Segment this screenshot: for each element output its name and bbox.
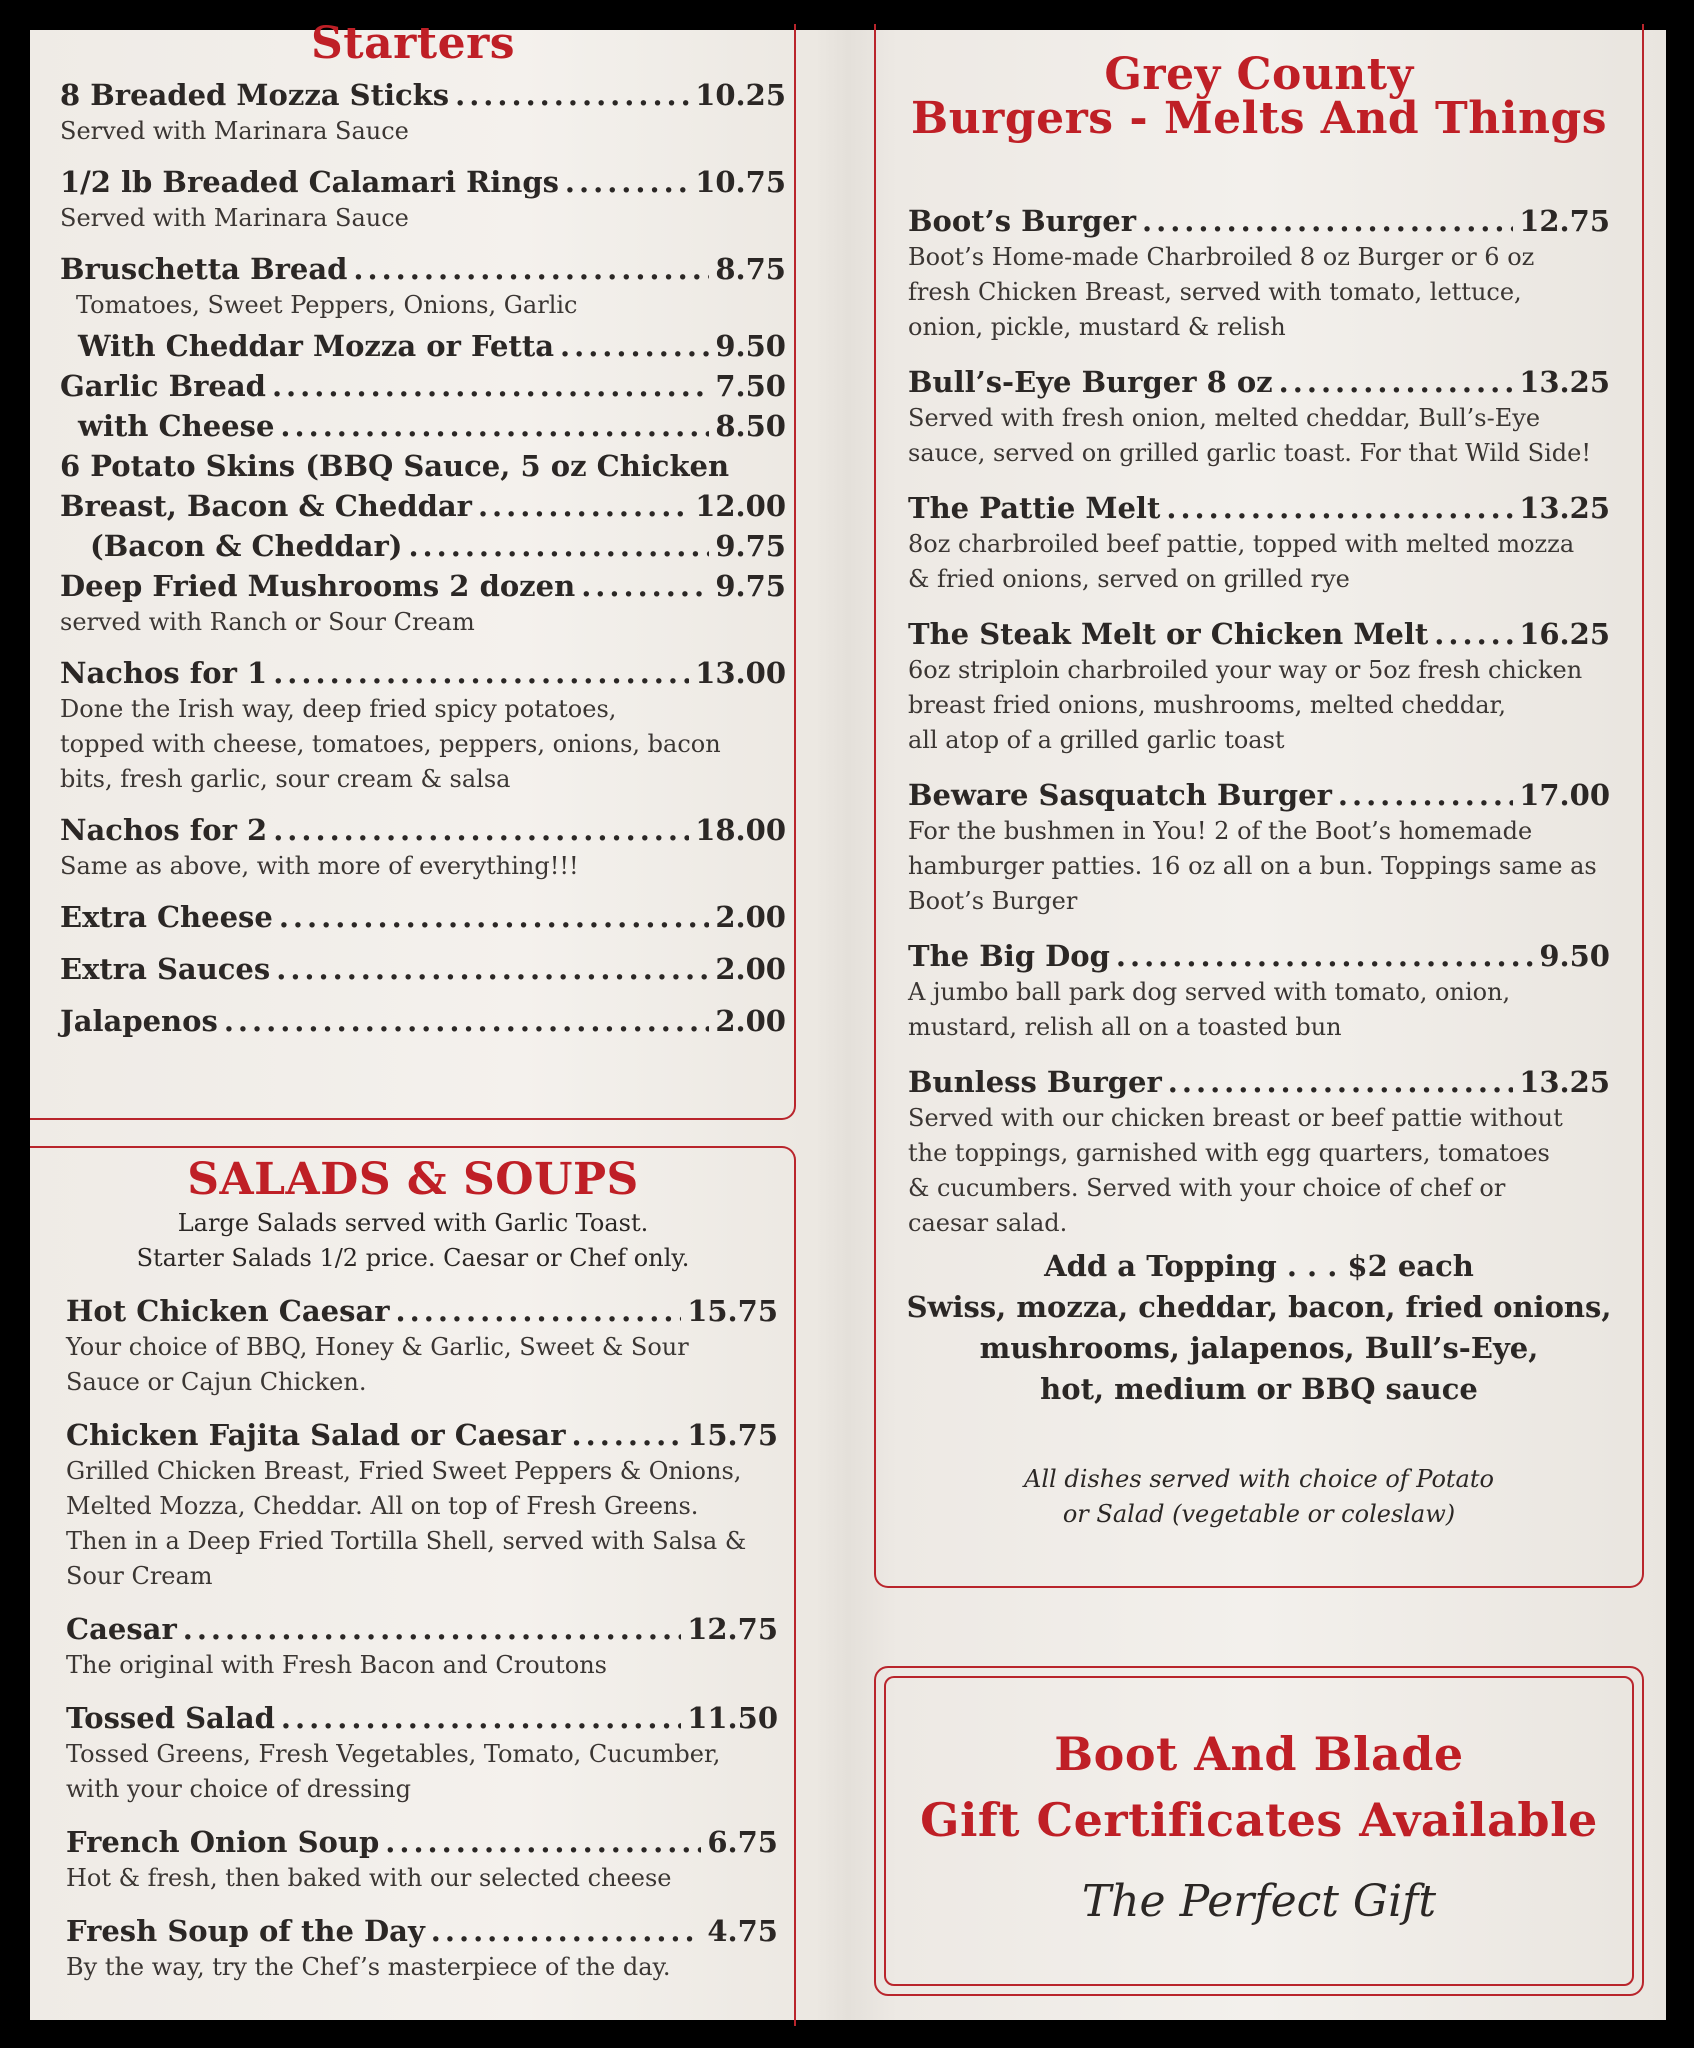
- menu-item-leader-dots: [1338, 776, 1513, 814]
- menu-item-description: sauce, served on grilled garlic toast. For that Wild Side!: [908, 439, 1592, 467]
- menu-item-price: 9.50: [715, 329, 786, 363]
- menu-item-description: Tossed Greens, Fresh Vegetables, Tomato, Cucumber,: [66, 1740, 721, 1768]
- menu-item-row: [60, 163, 786, 201]
- menu-item: [78, 407, 786, 445]
- menu-item-price: 10.75: [695, 165, 786, 199]
- menu-item-name: Fresh Soup of the Day: [66, 1914, 425, 1948]
- menu-item-leader-dots: [273, 811, 689, 849]
- menu-item-row: [60, 567, 786, 605]
- topping-line-1: Swiss, mozza, cheddar, bacon, fried onions,: [906, 1290, 1612, 1324]
- salads-intro-2: Starter Salads 1/2 price. Caesar or Chef only.: [136, 1244, 690, 1272]
- menu-item-description: Melted Mozza, Cheddar. All on top of Fresh Greens.: [66, 1492, 699, 1520]
- menu-item-price: 2.00: [715, 1004, 786, 1038]
- menu-item-leader-dots: [385, 1823, 701, 1861]
- menu-item-description: The original with Fresh Bacon and Croutons: [66, 1651, 607, 1679]
- menu-item: [908, 937, 1610, 1045]
- menu-item-price: 8.75: [715, 252, 786, 286]
- menu-item-price: 2.00: [715, 952, 786, 986]
- menu-item: [60, 567, 786, 640]
- menu-item: [60, 811, 786, 884]
- menu-item-price: 9.75: [715, 529, 786, 563]
- menu-item-row: [78, 407, 786, 445]
- menu-item-price: 12.75: [1519, 204, 1610, 238]
- menu-item-row: [60, 447, 786, 485]
- menu-sheet: [30, 18, 1666, 2020]
- menu-item-name: The Pattie Melt: [908, 491, 1161, 525]
- menu-item-leader-dots: [455, 76, 689, 114]
- menu-item-description: the toppings, garnished with egg quarters, tomatoes: [908, 1139, 1550, 1167]
- menu-item: [90, 527, 786, 565]
- menu-item-row: [60, 950, 786, 988]
- menu-item: [66, 1292, 778, 1400]
- burgers-title-line1: Grey County: [1104, 49, 1414, 100]
- menu-item: [60, 654, 786, 797]
- menu-item-description: with your choice of dressing: [66, 1775, 411, 1803]
- menu-item: [908, 202, 1610, 345]
- salads-title: SALADS & SOUPS: [187, 1154, 639, 1205]
- menu-item-leader-dots: [279, 898, 710, 936]
- menu-item-description: caesar salad.: [908, 1209, 1068, 1237]
- menu-item-row: [66, 1823, 778, 1861]
- menu-item-leader-dots: [1279, 363, 1514, 401]
- menu-item: [60, 250, 786, 323]
- menu-item-row: [60, 367, 786, 405]
- menu-item-leader-dots: [281, 1699, 681, 1737]
- gift-line-1: Boot And Blade: [1054, 1727, 1464, 1781]
- menu-item-description: Done the Irish way, deep fried spicy potatoes,: [60, 695, 617, 723]
- menu-item-name: French Onion Soup: [66, 1825, 380, 1859]
- menu-item-row: [60, 487, 786, 525]
- menu-item-row: [908, 937, 1610, 975]
- menu-item-row: [66, 1699, 778, 1737]
- menu-item: [60, 367, 786, 405]
- menu-item-price: 4.75: [707, 1914, 778, 1948]
- menu-item-leader-dots: [560, 327, 709, 365]
- menu-item-description: Served with Marinara Sauce: [60, 117, 409, 145]
- menu-item: [66, 1699, 778, 1807]
- menu-item-leader-dots: [353, 250, 709, 288]
- menu-item: [908, 1063, 1610, 1241]
- menu-item-leader-dots: [565, 163, 689, 201]
- menu-item-price: 6.75: [707, 1825, 778, 1859]
- menu-item-leader-dots: [273, 654, 689, 692]
- menu-item-description: hamburger patties. 16 oz all on a bun. Toppings same as: [908, 852, 1597, 880]
- menu-item-leader-dots: [431, 1912, 702, 1950]
- menu-item-row: [90, 527, 786, 565]
- menu-item-description: fresh Chicken Breast, served with tomato, lettuce,: [908, 278, 1522, 306]
- menu-item-description: Boot’s Burger: [908, 887, 1078, 915]
- menu-item-name: 1/2 lb Breaded Calamari Rings: [60, 165, 559, 199]
- menu-item-row: [66, 1292, 778, 1330]
- menu-item-leader-dots: [224, 1002, 710, 1040]
- menu-item-row: [908, 615, 1610, 653]
- menu-item-row: [908, 489, 1610, 527]
- menu-item-name: Bunless Burger: [908, 1065, 1162, 1099]
- menu-item-row: [60, 898, 786, 936]
- menu-item: [60, 950, 786, 988]
- menu-item-name: Extra Cheese: [60, 900, 273, 934]
- menu-item-description: Sauce or Cajun Chicken.: [66, 1368, 367, 1396]
- topping-line-3: hot, medium or BBQ sauce: [1040, 1372, 1478, 1406]
- menu-item-name: Extra Sauces: [60, 952, 271, 986]
- menu-item-description: Served with fresh onion, melted cheddar, Bull’s-Eye: [908, 404, 1541, 432]
- menu-item-name: 6 Potato Skins (BBQ Sauce, 5 oz Chicken: [60, 449, 730, 483]
- menu-item: [908, 776, 1610, 919]
- menu-item-description: Tomatoes, Sweet Peppers, Onions, Garlic: [76, 291, 578, 319]
- menu-item-name: with Cheese: [78, 409, 275, 443]
- gift-line-2: Gift Certificates Available: [920, 1793, 1598, 1847]
- menu-item-description: Your choice of BBQ, Honey & Garlic, Sweet & Sour: [66, 1333, 689, 1361]
- menu-item-description: For the bushmen in You! 2 of the Boot’s homemade: [908, 817, 1533, 845]
- menu-item-name: Beware Sasquatch Burger: [908, 778, 1332, 812]
- menu-item-leader-dots: [1168, 1063, 1513, 1101]
- menu-item-leader-dots: [408, 527, 709, 565]
- menu-item-description: Hot & fresh, then baked with our selected cheese: [66, 1864, 672, 1892]
- menu-item-description: By the way, try the Chef’s masterpiece of the day.: [66, 1953, 671, 1981]
- menu-item-price: 15.75: [687, 1294, 778, 1328]
- menu-item-name: Hot Chicken Caesar: [66, 1294, 390, 1328]
- menu-item-price: 9.50: [1539, 939, 1610, 973]
- menu-item-name: Breast, Bacon & Cheddar: [60, 489, 472, 523]
- menu-item-price: 11.50: [687, 1701, 778, 1735]
- footnote-line-2: or Salad (vegetable or coleslaw): [1062, 1500, 1456, 1528]
- menu-item-row: [908, 1063, 1610, 1101]
- menu-item-row: [66, 1610, 778, 1648]
- menu-item: [908, 363, 1610, 471]
- menu-item-price: 8.50: [715, 409, 786, 443]
- menu-item-description: Grilled Chicken Breast, Fried Sweet Peppers & Onions,: [66, 1457, 742, 1485]
- menu-item-price: 13.25: [1519, 1065, 1610, 1099]
- menu-item-name: 8 Breaded Mozza Sticks: [60, 78, 450, 112]
- menu-item-name: Garlic Bread: [60, 369, 266, 403]
- menu-item-description: all atop of a grilled garlic toast: [908, 726, 1285, 754]
- menu-item-description: breast fried onions, mushrooms, melted cheddar,: [908, 691, 1506, 719]
- menu-item-price: 13.00: [695, 656, 786, 690]
- menu-item-name: Bruschetta Bread: [60, 252, 348, 286]
- menu-item-leader-dots: [581, 567, 709, 605]
- menu-item-description: & cucumbers. Served with your choice of chef or: [908, 1174, 1506, 1202]
- menu-item-leader-dots: [272, 367, 709, 405]
- menu-item-price: 7.50: [715, 369, 786, 403]
- topping-line-2: mushrooms, jalapenos, Bull’s-Eye,: [979, 1331, 1539, 1365]
- menu-item: [66, 1416, 778, 1594]
- menu-item-row: [908, 776, 1610, 814]
- menu-item: [60, 487, 786, 525]
- menu-item-description: topped with cheese, tomatoes, peppers, onions, bacon: [60, 730, 721, 758]
- menu-item-description: 8oz charbroiled beef pattie, topped with melted mozza: [908, 530, 1575, 558]
- menu-item-description: bits, fresh garlic, sour cream & salsa: [60, 765, 511, 793]
- menu-item-price: 9.75: [715, 569, 786, 603]
- menu-item-name: Tossed Salad: [66, 1701, 275, 1735]
- menu-item: [908, 615, 1610, 758]
- menu-item: [60, 447, 786, 485]
- gift-tagline: The Perfect Gift: [1081, 1876, 1437, 1927]
- menu-item-row: [60, 250, 786, 288]
- menu-item-price: 12.00: [695, 489, 786, 523]
- menu-item: [60, 898, 786, 936]
- menu-item-row: [60, 76, 786, 114]
- menu-item-price: 13.25: [1519, 365, 1610, 399]
- menu-item: [60, 76, 786, 149]
- menu-item-row: [60, 1002, 786, 1040]
- menu-item-description: A jumbo ball park dog served with tomato, onion,: [908, 978, 1511, 1006]
- menu-item-leader-dots: [183, 1610, 681, 1648]
- menu-item: [78, 327, 786, 365]
- menu-item-name: The Big Dog: [908, 939, 1110, 973]
- starters-title: Starters: [310, 18, 516, 69]
- menu-item-price: 12.75: [687, 1612, 778, 1646]
- menu-item: [66, 1912, 778, 1985]
- menu-item-row: [66, 1912, 778, 1950]
- menu-item-leader-dots: [1116, 937, 1533, 975]
- menu-item-price: 15.75: [687, 1418, 778, 1452]
- menu-item-leader-dots: [1166, 489, 1513, 527]
- menu-item-price: 17.00: [1519, 778, 1610, 812]
- menu-item-row: [908, 363, 1610, 401]
- menu-item-price: 18.00: [695, 813, 786, 847]
- menu-item-price: 16.25: [1519, 617, 1610, 651]
- menu-item-description: onion, pickle, mustard & relish: [908, 313, 1286, 341]
- menu-item-leader-dots: [280, 407, 709, 445]
- menu-item-row: [78, 327, 786, 365]
- menu-item-name: Caesar: [66, 1612, 177, 1646]
- menu-item-description: Same as above, with more of everything!!!: [60, 852, 579, 880]
- menu-item: [60, 1002, 786, 1040]
- menu-item-description: Sour Cream: [66, 1562, 213, 1590]
- menu-item: [66, 1610, 778, 1683]
- menu-item-description: Served with Marinara Sauce: [60, 204, 409, 232]
- menu-item-leader-dots: [276, 950, 709, 988]
- menu-item-leader-dots: [1142, 202, 1513, 240]
- menu-item: [908, 489, 1610, 597]
- menu-item-description: mustard, relish all on a toasted bun: [908, 1013, 1342, 1041]
- menu-item-price: 13.25: [1519, 491, 1610, 525]
- topping-header: Add a Topping . . . $2 each: [1044, 1249, 1474, 1283]
- menu-item-leader-dots: [572, 1416, 682, 1454]
- menu-item-price: 2.00: [715, 900, 786, 934]
- menu-item-name: Bull’s-Eye Burger 8 oz: [908, 365, 1273, 399]
- menu-item-description: served with Ranch or Sour Cream: [60, 608, 475, 636]
- menu-item-leader-dots: [396, 1292, 682, 1330]
- menu-item-description: 6oz striploin charbroiled your way or 5oz fresh chicken: [908, 656, 1583, 684]
- footnote-line-1: All dishes served with choice of Potato: [1024, 1465, 1494, 1493]
- menu-item-name: Nachos for 1: [60, 656, 268, 690]
- menu-item-name: Nachos for 2: [60, 813, 268, 847]
- menu-item: [66, 1823, 778, 1896]
- menu-item-name: Chicken Fajita Salad or Caesar: [66, 1418, 566, 1452]
- burgers-title-line2: Burgers - Melts And Things: [911, 93, 1607, 144]
- menu-item-name: Deep Fried Mushrooms 2 dozen: [60, 569, 576, 603]
- menu-item-row: [908, 202, 1610, 240]
- menu-item-row: [66, 1416, 778, 1454]
- menu-item-description: Boot’s Home-made Charbroiled 8 oz Burger or 6 oz: [908, 243, 1535, 271]
- menu-item-name: The Steak Melt or Chicken Melt: [908, 617, 1429, 651]
- menu-item: [60, 163, 786, 236]
- menu-item-name: With Cheddar Mozza or Fetta: [78, 329, 555, 363]
- menu-item-description: Then in a Deep Fried Tortilla Shell, served with Salsa &: [66, 1527, 747, 1555]
- menu-item-price: 10.25: [695, 78, 786, 112]
- salads-intro-1: Large Salads served with Garlic Toast.: [177, 1209, 649, 1237]
- menu-item-name: (Bacon & Cheddar): [90, 529, 403, 563]
- menu-item-leader-dots: [478, 487, 689, 525]
- menu-item-row: [60, 654, 786, 692]
- menu-item-name: Boot’s Burger: [908, 204, 1136, 238]
- menu-item-leader-dots: [1434, 615, 1513, 653]
- menu-item-row: [60, 811, 786, 849]
- menu-item-description: & fried onions, served on grilled rye: [908, 565, 1350, 593]
- menu-item-description: Served with our chicken breast or beef pattie without: [908, 1104, 1563, 1132]
- menu-item-name: Jalapenos: [60, 1004, 218, 1038]
